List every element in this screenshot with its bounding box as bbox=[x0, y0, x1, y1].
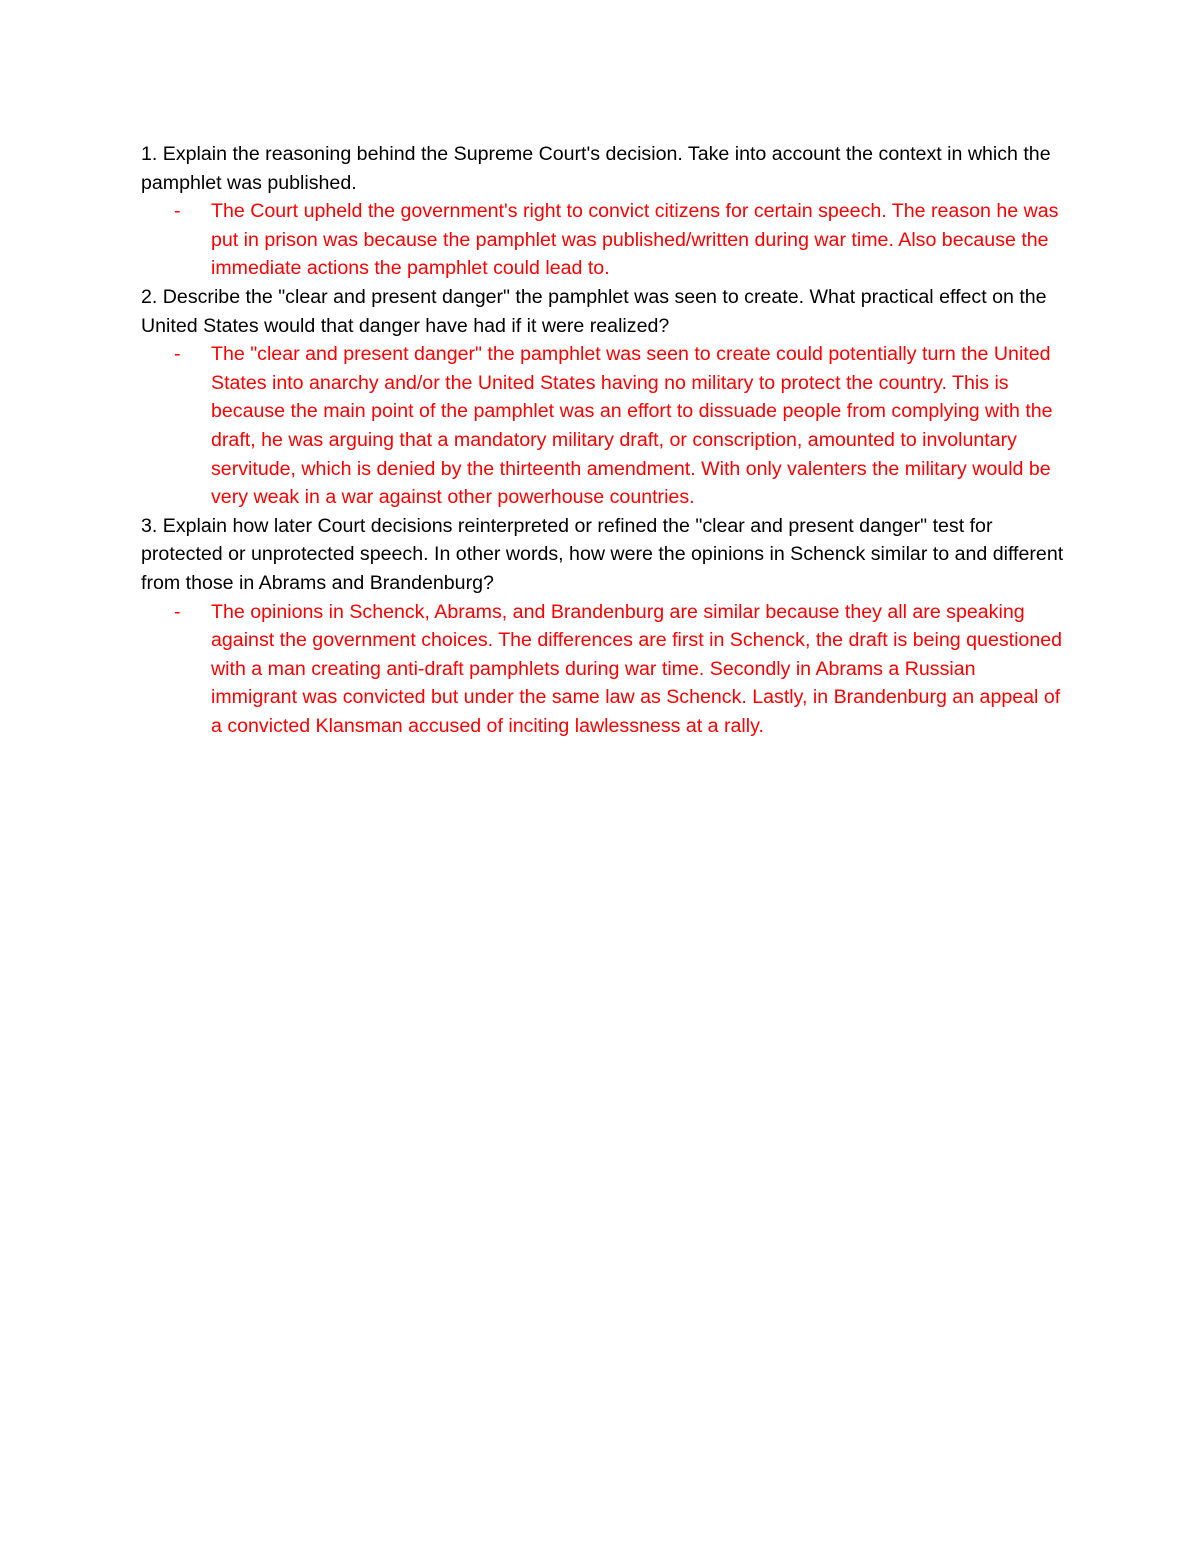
question-2: 2. Describe the "clear and present danger" the pamphlet was seen to create. What practical effect on the United States would that danger have had if it were realized? bbox=[141, 285, 1047, 337]
answer-2-text: The "clear and present danger" the pamphlet was seen to create could potentially turn the United States into anarchy and/or the United States having no military to protect the country. This is because the main point of the pamphlet was an effort to dissuade people from complying with the draft, he was arguing that a mandatory military draft, or conscription, amounted to involuntary servitude, which is denied by the thirteenth amendment. With only valenters the military would be very weak in a war against other powerhouse countries. bbox=[211, 343, 1053, 509]
answer-3 bbox=[141, 598, 1066, 741]
answer-1-text: The Court upheld the government's right to convict citizens for certain speech. The reason he was put in prison was because the pamphlet was published/written during war time. Also because the immediate actions the pamphlet could lead to. bbox=[211, 200, 1059, 280]
answer-1 bbox=[141, 197, 1066, 283]
answer-bullet: - bbox=[174, 343, 181, 366]
answer-bullet: - bbox=[174, 600, 181, 623]
answer-3-text: The opinions in Schenck, Abrams, and Brandenburg are similar because they all are speaking against the government choices. The differences are first in Schenck, the draft is being questioned with a man creating anti-draft pamphlets during war time. Secondly in Abrams a Russian immigrant was convicted but under the same law as Schenck. Lastly, in Brandenburg an appeal of a convicted Klansman accused of inciting lawlessness at a rally. bbox=[211, 600, 1063, 737]
question-1: 1. Explain the reasoning behind the Supreme Court's decision. Take into account the context in which the pamphlet was published. bbox=[141, 143, 1051, 194]
question-3: 3. Explain how later Court decisions reinterpreted or refined the "clear and present danger" test for protected or unprotected speech. In other words, how were the opinions in Schenck similar to and different from those in Abrams and Brandenburg? bbox=[141, 514, 1064, 594]
document-body bbox=[141, 140, 1066, 740]
answer-2 bbox=[141, 340, 1066, 512]
answer-bullet: - bbox=[174, 200, 181, 223]
